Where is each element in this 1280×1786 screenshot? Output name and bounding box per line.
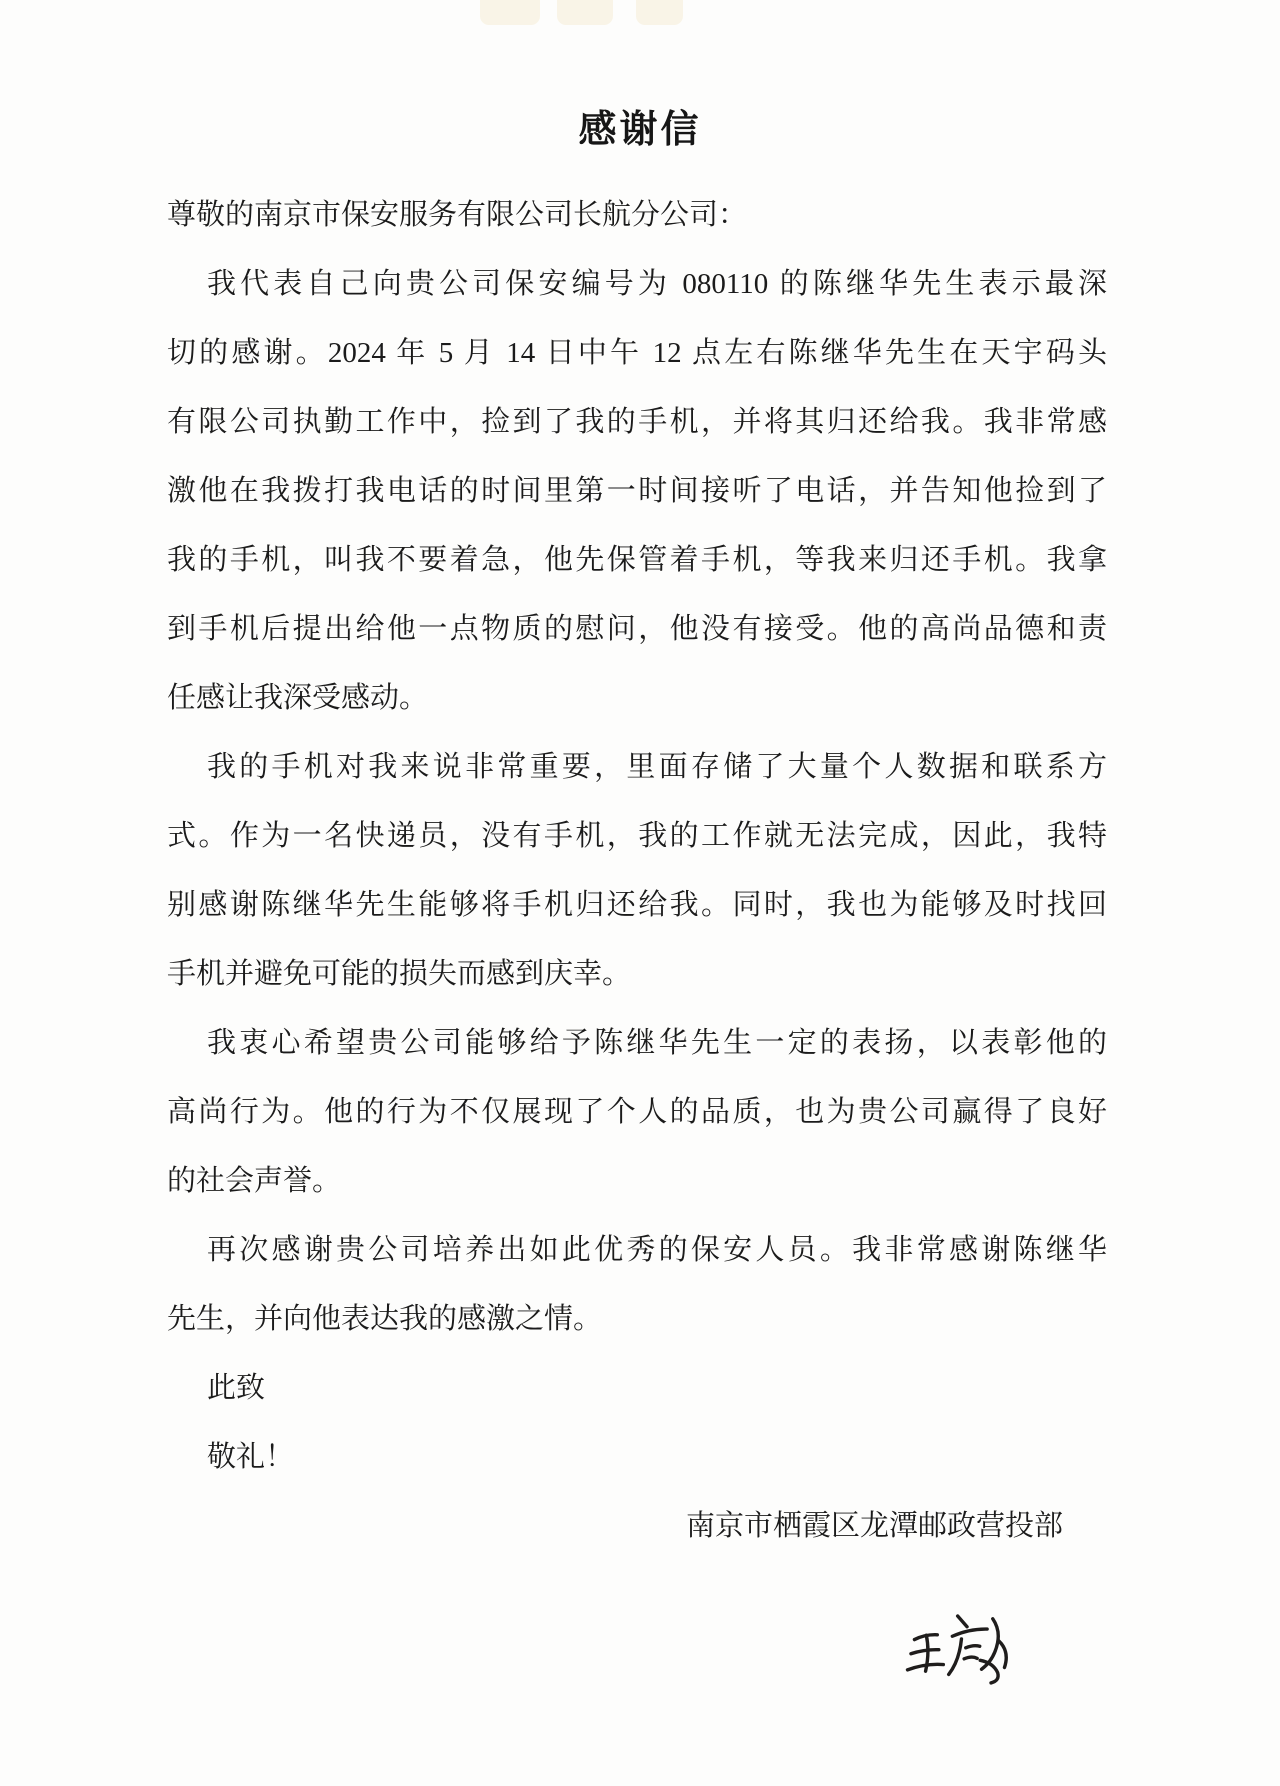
body-line: 任感让我深受感动。 — [167, 682, 429, 714]
body-line: 高尚行为。他的行为不仅展现了个人的品质，也为贵公司赢得了良好 — [167, 1096, 1107, 1128]
scan-artifact — [636, 0, 683, 25]
body-line: 的社会声誉。 — [167, 1165, 342, 1197]
salutation: 尊敬的南京市保安服务有限公司长航分公司： — [167, 199, 748, 231]
body-line: 有限公司执勤工作中，捡到了我的手机，并将其归还给我。我非常感 — [167, 406, 1107, 438]
closing-cizhi: 此致 — [207, 1372, 266, 1404]
closing-jingli: 敬礼！ — [207, 1441, 295, 1473]
body-line: 别感谢陈继华先生能够将手机归还给我。同时，我也为能够及时找回 — [167, 889, 1107, 921]
body-line: 先生，并向他表达我的感激之情。 — [167, 1303, 603, 1335]
body-line: 我代表自己向贵公司保安编号为 080110 的陈继华先生表示最深 — [207, 268, 1107, 300]
handwritten-signature — [899, 1606, 1020, 1703]
body-line: 到手机后提出给他一点物质的慰问，他没有接受。他的高尚品德和责 — [167, 613, 1107, 645]
body-line: 再次感谢贵公司培养出如此优秀的保安人员。我非常感谢陈继华 — [207, 1234, 1107, 1266]
scan-artifact — [557, 0, 613, 25]
body-line: 我的手机对我来说非常重要，里面存储了大量个人数据和联系方 — [207, 751, 1107, 783]
body-line: 激他在我拨打我电话的时间里第一时间接听了电话，并告知他捡到了 — [167, 475, 1107, 507]
body-line: 切的感谢。2024 年 5 月 14 日中午 12 点左右陈继华先生在天宇码头 — [167, 337, 1107, 369]
letter-title: 感谢信 — [578, 109, 702, 151]
scan-artifact — [480, 0, 540, 25]
body-line: 我衷心希望贵公司能够给予陈继华先生一定的表扬，以表彰他的 — [207, 1027, 1107, 1059]
body-line: 手机并避免可能的损失而感到庆幸。 — [167, 958, 632, 990]
signature-org: 南京市栖霞区龙潭邮政营投部 — [685, 1510, 1063, 1542]
handwritten-signature-icon — [899, 1606, 1020, 1698]
body-line: 我的手机，叫我不要着急，他先保管着手机，等我来归还手机。我拿 — [167, 544, 1107, 576]
letter-body — [167, 181, 1107, 1492]
body-line: 式。作为一名快递员，没有手机，我的工作就无法完成，因此，我特 — [167, 820, 1107, 852]
